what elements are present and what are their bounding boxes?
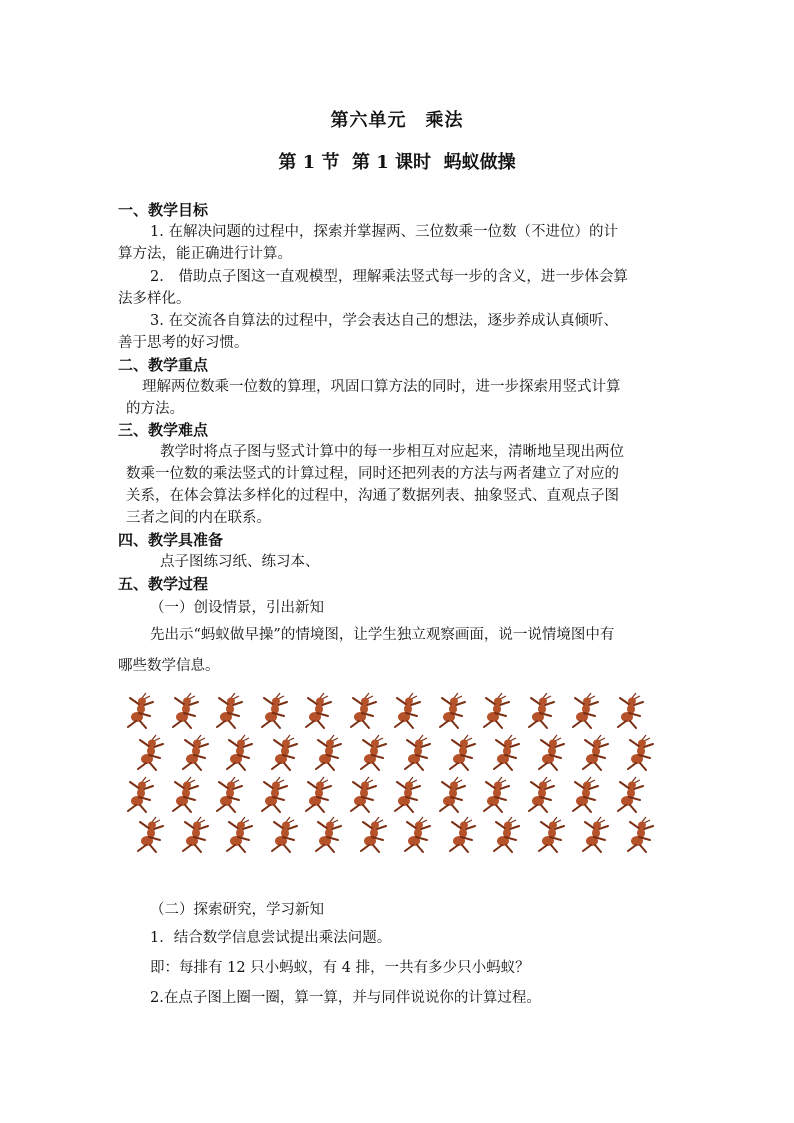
ant-icon: [488, 734, 524, 772]
difficulty-line-1: 教学时将点子图与竖式计算中的每一步相互对应起来，清晰地呈现出两位: [160, 444, 624, 460]
goal-3-line-1: 3. 在交流各自算法的过程中，学会表达自己的想法，逐步养成认真倾听、: [150, 313, 618, 329]
ant-icon: [266, 734, 302, 772]
ant-icon: [177, 816, 213, 854]
ant-icon: [266, 816, 302, 854]
process-step-2: 2.在点子图上圈一圈，算一算，并与同伴说说你的计算过程。: [150, 990, 541, 1006]
difficulty-line-3: 关系，在体会算法多样化的过程中，沟通了数据列表、抽象竖式、直观点子图: [126, 488, 619, 504]
process-heading: 五、教学过程: [118, 575, 209, 593]
ant-icon: [132, 734, 168, 772]
difficulty-heading: 三、教学难点: [118, 421, 209, 439]
ant-icon: [300, 692, 336, 730]
ant-icon: [310, 816, 346, 854]
ant-icon: [612, 776, 648, 814]
ant-icon: [444, 734, 480, 772]
ant-icon: [167, 776, 203, 814]
ant-icon: [122, 692, 158, 730]
goals-heading: 一、教学目标: [118, 201, 209, 219]
goal-1-line-2: 算方法，能正确进行计算。: [118, 246, 292, 262]
ant-icon: [300, 776, 336, 814]
ant-icon: [478, 776, 514, 814]
ant-icon: [567, 692, 603, 730]
key-line-1: 理解两位数乘一位数的算理，巩固口算方法的同时，进一步探索用竖式计算: [142, 379, 621, 395]
ant-icon: [399, 816, 435, 854]
ant-icon: [177, 734, 213, 772]
process-part-1-line-2: 哪些数学信息。: [118, 658, 220, 674]
difficulty-line-4: 三者之间的内在联系。: [126, 510, 271, 526]
ant-icon: [478, 692, 514, 730]
ant-icon: [399, 734, 435, 772]
ant-icon: [533, 734, 569, 772]
ant-icon: [612, 692, 648, 730]
ant-icon: [389, 776, 425, 814]
process-part-2: （二）探索研究，学习新知: [150, 902, 324, 918]
ant-icon: [523, 776, 559, 814]
lesson-title: 第 1 节 第 1 课时 蚂蚁做操: [278, 152, 516, 173]
ant-icon: [221, 816, 257, 854]
ant-icon: [132, 816, 168, 854]
ant-icon: [211, 692, 247, 730]
ant-icon: [444, 816, 480, 854]
ant-icon: [567, 776, 603, 814]
ant-icon: [622, 816, 658, 854]
ant-row: [118, 692, 678, 732]
goal-2-line-2: 法多样化。: [118, 291, 191, 307]
ant-icon: [434, 776, 470, 814]
ant-icon: [523, 692, 559, 730]
ant-icon: [434, 692, 470, 730]
unit-title: 第六单元 乘法: [330, 110, 464, 131]
goal-2-line-1: 2. 借助点子图这一直观模型，理解乘法竖式每一步的含义，进一步体会算: [150, 269, 628, 285]
ant-icon: [211, 776, 247, 814]
ant-icon: [310, 734, 346, 772]
ant-icon: [389, 692, 425, 730]
ant-icon: [577, 816, 613, 854]
key-heading: 二、教学重点: [118, 356, 209, 374]
ant-icon: [256, 692, 292, 730]
ant-icon: [167, 692, 203, 730]
key-line-2: 的方法。: [126, 401, 184, 417]
ant-row: [118, 734, 678, 774]
ant-icon: [256, 776, 292, 814]
ant-icon: [355, 734, 391, 772]
process-step-1: 1．结合数学信息尝试提出乘法问题。: [150, 930, 392, 946]
process-part-1: （一）创设情景，引出新知: [150, 600, 324, 616]
ant-icon: [221, 734, 257, 772]
ant-icon: [488, 816, 524, 854]
ant-icon: [122, 776, 158, 814]
goal-1-line-1: 1. 在解决问题的过程中，探索并掌握两、三位数乘一位数（不进位）的计: [150, 224, 618, 240]
difficulty-line-2: 数乘一位数的乘法竖式的计算过程，同时还把列表的方法与两者建立了对应的: [126, 466, 619, 482]
tools-heading: 四、教学具准备: [118, 531, 224, 549]
ant-row: [118, 816, 678, 856]
ant-icon: [622, 734, 658, 772]
tools-line-1: 点子图练习纸、练习本、: [160, 554, 320, 570]
ant-icon: [345, 776, 381, 814]
process-part-1-line-1: 先出示“蚂蚁做早操”的情境图，让学生独立观察画面，说一说情境图中有: [150, 627, 615, 643]
ants-illustration: [118, 688, 678, 856]
ant-icon: [345, 692, 381, 730]
ant-icon: [533, 816, 569, 854]
ant-row: [118, 776, 678, 816]
ant-icon: [355, 816, 391, 854]
goal-3-line-2: 善于思考的好习惯。: [118, 335, 249, 351]
ant-icon: [577, 734, 613, 772]
process-question: 即：每排有 12 只小蚂蚁，有 4 排，一共有多少只小蚂蚁？: [150, 960, 530, 976]
